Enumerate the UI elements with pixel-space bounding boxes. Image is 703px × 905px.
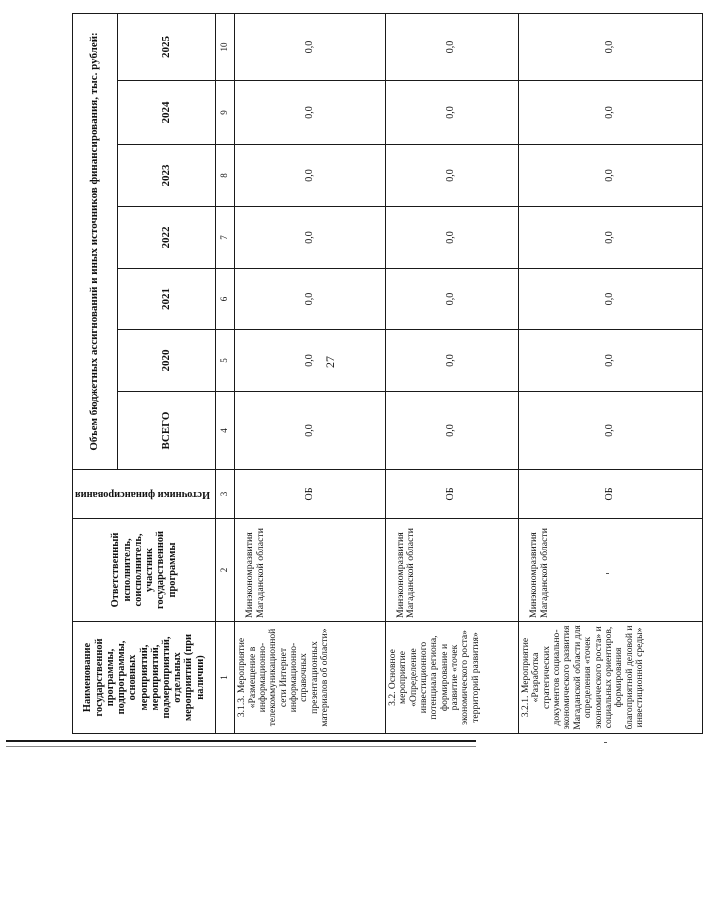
column-index: 2: [216, 519, 235, 622]
header-name: Наименование государственной программы, подпрограммы, основных мероприятий, мероприятий, подмероприятий, отдельных мероприятий (при наличии): [73, 622, 216, 734]
row-value-2022: 0,0: [518, 207, 702, 269]
row-source: ОБ: [235, 470, 386, 519]
row-executor: Минэкономразвития Магаданской области: [385, 519, 518, 622]
header-year-2021: 2021: [118, 269, 216, 330]
page-number: 27: [323, 356, 337, 368]
row-value-2023: 0,0: [385, 145, 518, 207]
column-index: 5: [216, 330, 235, 392]
row-name: 3.2. Основное мероприятие «Определение инвестиционного потенциала региона, формирование и развитие «точек экономического роста» территорий развития»: [385, 622, 518, 734]
header-year-2020: 2020: [118, 330, 216, 392]
row-value-2022: 0,0: [385, 207, 518, 269]
header-executor: Ответственный исполнитель, соисполнитель, участник государственной программы: [73, 519, 216, 622]
row-total: 0,0: [518, 392, 702, 470]
row-value-2020: 0,0: [385, 330, 518, 392]
column-index: 9: [216, 81, 235, 145]
header-year-2024: 2024: [118, 81, 216, 145]
table-row: [235, 13, 386, 733]
row-value-2025: 0,0: [518, 13, 702, 80]
header-funding-group: Объем бюджетных ассигнований и иных источников финансирования, тыс. рублей:: [73, 13, 118, 469]
row-value-2020: 0,0: [235, 330, 386, 392]
row-value-2025: 0,0: [235, 13, 386, 80]
row-value-2024: 0,0: [235, 81, 386, 145]
header-year-2022: 2022: [118, 207, 216, 269]
row-value-2020: 0,0: [518, 330, 702, 392]
row-total: 0,0: [385, 392, 518, 470]
header-source: [73, 470, 216, 519]
row-value-2021: 0,0: [518, 269, 702, 330]
funding-table: [72, 13, 703, 734]
column-index-row: [216, 13, 235, 733]
row-executor: Минэкономразвития Магаданской области: [235, 519, 386, 622]
row-value-2021: 0,0: [235, 269, 386, 330]
row-value-2021: 0,0: [385, 269, 518, 330]
row-value-2025: 0,0: [385, 13, 518, 80]
row-source: ОБ: [518, 470, 702, 519]
row-value-2023: 0,0: [235, 145, 386, 207]
row-value-2023: 0,0: [518, 145, 702, 207]
header-year-2023: 2023: [118, 145, 216, 207]
row-value-2022: 0,0: [235, 207, 386, 269]
row-value-2024: 0,0: [385, 81, 518, 145]
column-index: 3: [216, 470, 235, 519]
row-total: 0,0: [235, 392, 386, 470]
row-value-2024: 0,0: [518, 81, 702, 145]
margin-mark: [604, 742, 607, 743]
column-index: 1: [216, 622, 235, 734]
column-index: 4: [216, 392, 235, 470]
column-index: 8: [216, 145, 235, 207]
row-source: ОБ: [385, 470, 518, 519]
table-row: [385, 13, 518, 733]
column-index: 7: [216, 207, 235, 269]
column-index: 6: [216, 269, 235, 330]
row-name: 3.1.3. Мероприятие «Размещение в информационно-телекоммуникационной сети Интернет информационно-справочных презентационных материалов об области»: [235, 622, 386, 734]
rotated-table-container: [72, 14, 645, 734]
header-source-text: Источники финансирования: [75, 488, 211, 500]
horizontal-rule: [6, 740, 476, 742]
row-executor: Минэкономразвития Магаданской области: [518, 519, 702, 622]
header-year-2025: 2025: [118, 13, 216, 80]
column-index: 10: [216, 13, 235, 80]
table-row: [518, 13, 702, 733]
header-total: ВСЕГО: [118, 392, 216, 470]
row-name: 3.2.1. Мероприятие «Разработка стратегических документов социально-экономического развития Магаданской области для определения «точек экономического роста» и социальных ориентиров, формирования благоприятной деловой и инвестиционной среды»: [518, 622, 702, 734]
horizontal-rule-thin: [6, 746, 476, 747]
